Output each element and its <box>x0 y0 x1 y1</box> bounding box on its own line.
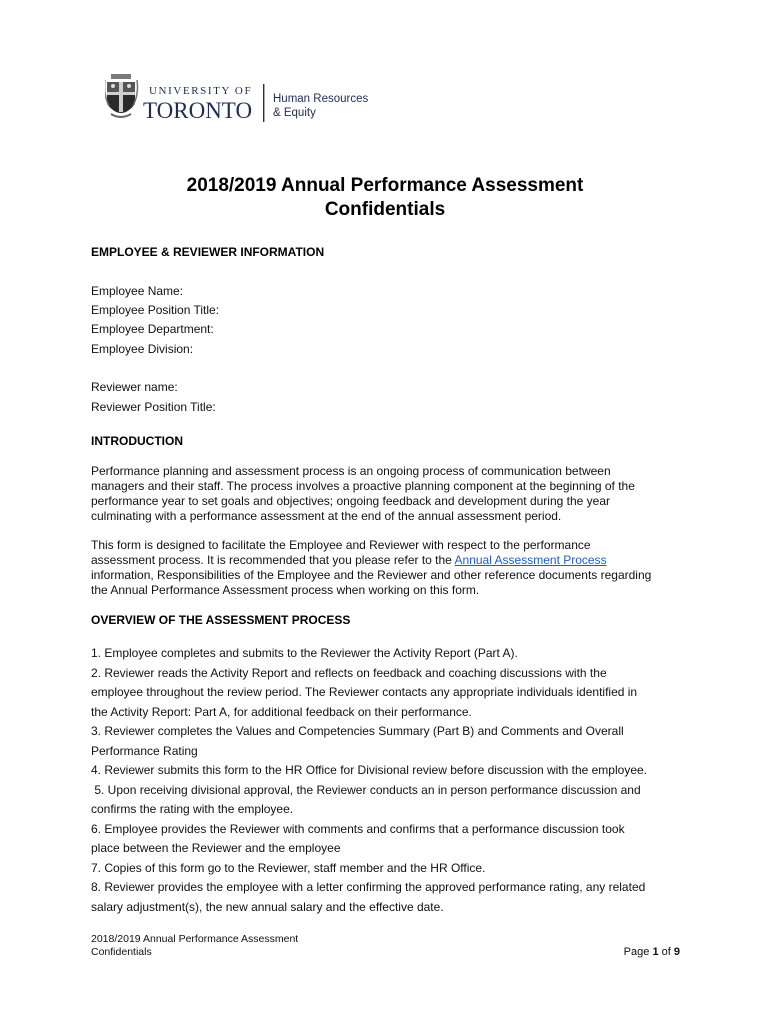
employee-reviewer-heading: EMPLOYEE & REVIEWER INFORMATION <box>91 245 325 259</box>
step-line: 3. Reviewer completes the Values and Competencies Summary (Part B) and Comments and Overall <box>91 724 624 738</box>
step-line: employee throughout the review period. The Reviewer contacts any appropriate individuals identified in <box>91 685 638 699</box>
employee-position-field: Employee Position Title: <box>91 303 220 317</box>
intro-p1-line: culminating with a performance assessment at the end of the annual assessment period. <box>91 509 562 523</box>
employee-division-field: Employee Division: <box>91 342 194 356</box>
title-line-2: Confidentials <box>324 199 446 220</box>
step-line: 1. Employee completes and submits to the Reviewer the Activity Report (Part A). <box>91 646 518 660</box>
logo-dept-line2: & Equity <box>273 107 316 119</box>
step-line: place between the Reviewer and the employee <box>91 841 341 855</box>
overview-steps <box>91 644 691 917</box>
step-line: confirms the rating with the employee. <box>91 802 294 816</box>
university-logo <box>105 70 385 130</box>
intro-p2-line: the Annual Performance Assessment process when working on this form. <box>91 583 480 597</box>
page-of: of <box>661 946 671 958</box>
step-line: 4. Reviewer submits this form to the HR Office for Divisional review before discussion with the employee. <box>91 763 648 777</box>
reviewer-name-field: Reviewer name: <box>91 380 178 394</box>
intro-p2-line <box>91 553 691 568</box>
page-total: 9 <box>673 946 680 958</box>
annual-assessment-process-link[interactable]: Annual Assessment Process <box>454 553 607 567</box>
intro-p2-line: This form is designed to facilitate the Employee and Reviewer with respect to the performance <box>91 538 591 552</box>
intro-p1-line: Performance planning and assessment process is an ongoing process of communication between <box>91 464 611 478</box>
step-line: 2. Reviewer reads the Activity Report and reflects on feedback and coaching discussions with the <box>91 665 607 680</box>
page-number <box>624 946 680 958</box>
step-line: Performance Rating <box>91 743 198 758</box>
page-word: Page <box>623 946 650 958</box>
reviewer-position-field: Reviewer Position Title: <box>91 400 216 414</box>
introduction-heading: INTRODUCTION <box>91 434 183 448</box>
step-line: the Activity Report: Part A, for additional feedback on their performance. <box>91 704 472 719</box>
overview-heading: OVERVIEW OF THE ASSESSMENT PROCESS <box>91 613 351 627</box>
page-current: 1 <box>652 946 659 958</box>
employee-name-field: Employee Name: <box>91 284 184 298</box>
intro-p2-text: assessment process. It is recommended that you please refer to the <box>91 553 455 567</box>
footer-title-line-2: Confidentials <box>91 946 152 958</box>
step-line: 6. Employee provides the Reviewer with comments and confirms that a performance discussion took <box>91 821 625 836</box>
footer-document-title <box>91 933 298 959</box>
step-line: 7. Copies of this form go to the Reviewer, staff member and the HR Office. <box>91 860 486 875</box>
intro-p2-line: information, Responsibilities of the Employee and the Reviewer and other reference documents regarding <box>91 568 652 582</box>
logo-university-of: UNIVERSITY OF <box>149 85 253 97</box>
intro-p1-line: managers and their staff. The process involves a proactive planning component at the beginning of the <box>91 479 635 493</box>
crest-icon <box>105 74 138 117</box>
footer-title-line-1: 2018/2019 Annual Performance Assessment <box>91 933 299 945</box>
employee-department-field: Employee Department: <box>91 322 214 336</box>
intro-p1-line: performance year to set goals and objectives; ongoing feedback and development during the year <box>91 494 610 508</box>
step-line: salary adjustment(s), the new annual salary and the effective date. <box>91 899 444 914</box>
page-title <box>0 174 770 222</box>
logo-dept-line1: Human Resources <box>273 93 369 105</box>
title-line-1: 2018/2019 Annual Performance Assessment <box>186 175 584 196</box>
introduction-paragraph-1 <box>91 464 691 524</box>
step-line: 5. Upon receiving divisional approval, the Reviewer conducts an in person performance discussion and <box>91 782 641 797</box>
introduction-paragraph-2 <box>91 538 691 598</box>
step-line: 8. Reviewer provides the employee with a letter confirming the approved performance rating, any related <box>91 880 646 894</box>
logo-toronto: TORONTO <box>143 98 253 123</box>
